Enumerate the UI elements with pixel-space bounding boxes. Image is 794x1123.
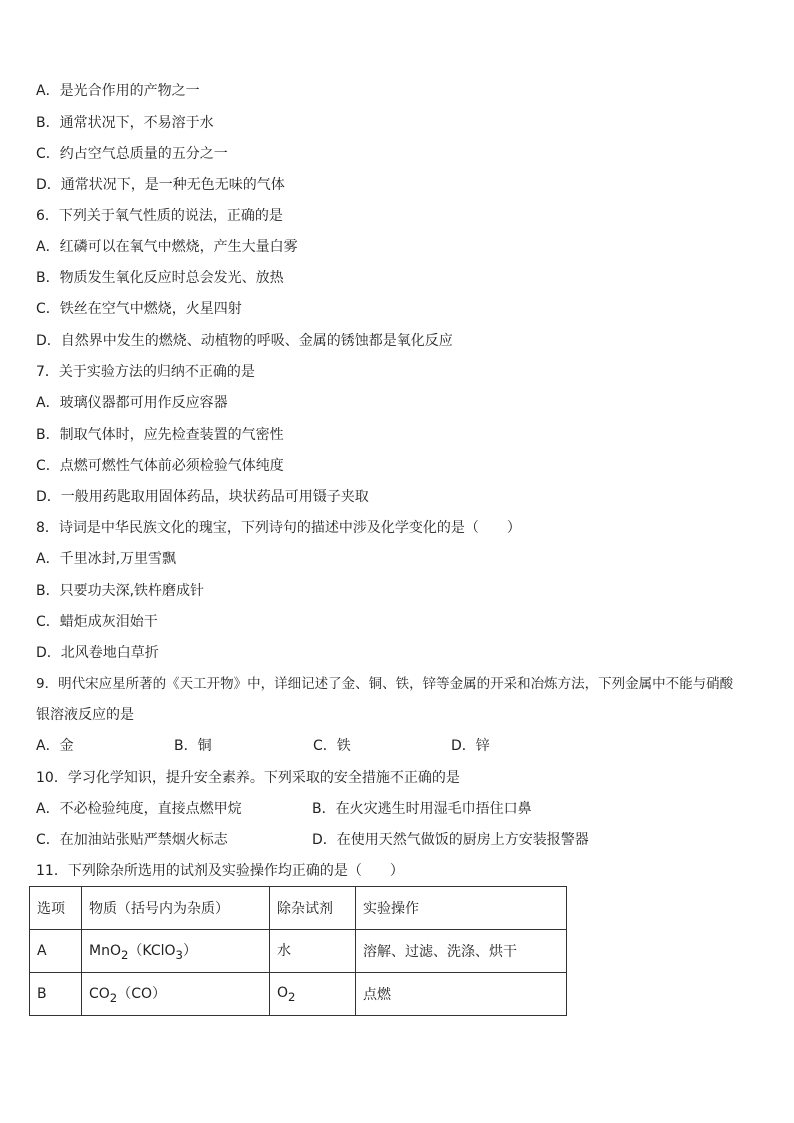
- header-substance: 物质（括号内为杂质）: [82, 887, 270, 930]
- q10-option-c: C．在加油站张贴严禁烟火标志: [36, 832, 228, 848]
- q9-option-b: B．铜: [174, 738, 212, 754]
- table-row: [30, 930, 567, 973]
- q9-option-c: C．铁: [313, 738, 351, 754]
- row-substance: [82, 930, 270, 973]
- q7-option-c: C．点燃可燃性气体前必须检验气体纯度: [36, 458, 284, 474]
- row-reagent: [270, 973, 356, 1016]
- q7-option-b: B．制取气体时，应先检查装置的气密性: [36, 427, 284, 443]
- row-reagent: [270, 930, 356, 973]
- table-header-row: [30, 887, 567, 930]
- q11-stem: 11．下列除杂所选用的试剂及实验操作均正确的是（ ）: [36, 863, 404, 879]
- substance-formula: MnO: [89, 943, 121, 960]
- row-substance: [82, 973, 270, 1016]
- header-operation: 实验操作: [356, 887, 567, 930]
- q6-option-b: B．物质发生氧化反应时总会发光、放热: [36, 270, 284, 286]
- reagent-subscript: 2: [288, 989, 296, 1004]
- q5-option-b: B．通常状况下，不易溶于水: [36, 115, 214, 131]
- q8-option-c: C．蜡炬成灰泪始干: [36, 614, 158, 630]
- q8-stem: 8．诗词是中华民族文化的瑰宝，下列诗句的描述中涉及化学变化的是（ ）: [36, 520, 521, 536]
- impurity-formula: （KClO: [128, 943, 176, 960]
- q10-options-row2: [36, 830, 736, 850]
- row-option: A: [30, 930, 82, 973]
- row-option: B: [30, 973, 82, 1016]
- q9-option-a: A．金: [36, 738, 74, 754]
- q7-option-d: D．一般用药匙取用固体药品，块状药品可用镊子夹取: [36, 489, 369, 505]
- q6-stem: 6．下列关于氧气性质的说法，正确的是: [36, 208, 283, 224]
- q11-table: [29, 886, 567, 1016]
- q7-option-a: A．玻璃仪器都可用作反应容器: [36, 395, 228, 411]
- q6-option-d: D．自然界中发生的燃烧、动植物的呼吸、金属的锈蚀都是氧化反应: [36, 333, 453, 349]
- q9-stem-line2: 银溶液反应的是: [36, 707, 134, 723]
- reagent-formula: O: [277, 984, 289, 1001]
- impurity-subscript: 3: [175, 947, 183, 962]
- header-reagent: 除杂试剂: [270, 887, 356, 930]
- q9-option-d: D．锌: [451, 738, 490, 754]
- q7-stem: 7．关于实验方法的归纳不正确的是: [36, 364, 255, 380]
- substance-subscript: 2: [109, 990, 118, 1005]
- q10-options-row1: [36, 799, 736, 819]
- q10-option-a: A．不必检验纯度，直接点燃甲烷: [36, 801, 242, 817]
- q5-option-a: A．是光合作用的产物之一: [36, 83, 200, 99]
- substance-formula: CO: [89, 986, 110, 1003]
- q10-option-d: D．在使用天然气做饭的厨房上方安装报警器: [312, 832, 589, 848]
- q8-option-d: D．北风卷地白草折: [36, 645, 159, 661]
- q6-option-c: C．铁丝在空气中燃烧，火星四射: [36, 301, 242, 317]
- reagent-formula: 水: [277, 943, 291, 960]
- q9-options: [36, 736, 736, 756]
- impurity-close: ）: [182, 943, 197, 960]
- q9-stem-line1: 9．明代宋应星所著的《天工开物》中，详细记述了金、铜、铁，锌等金属的开采和冶炼方法，下列金属中不能与硝酸: [36, 676, 734, 692]
- row-operation: 溶解、过滤、洗涤、烘干: [356, 930, 567, 973]
- q6-option-a: A．红磷可以在氧气中燃烧，产生大量白雾: [36, 239, 298, 255]
- table-row: [30, 973, 567, 1016]
- q8-option-a: A．千里冰封,万里雪飘: [36, 551, 177, 567]
- q10-stem: 10．学习化学知识，提升安全素养。下列采取的安全措施不正确的是: [36, 770, 460, 786]
- q8-option-b: B．只要功夫深,铁杵磨成针: [36, 583, 205, 599]
- row-operation: 点燃: [356, 973, 567, 1016]
- q5-option-c: C．约占空气总质量的五分之一: [36, 146, 228, 162]
- header-option: 选项: [30, 887, 82, 930]
- substance-subscript: 2: [120, 947, 129, 962]
- q10-option-b: B．在火灾逃生时用湿毛巾捂住口鼻: [312, 801, 532, 817]
- impurity-formula: （CO）: [117, 986, 167, 1003]
- q5-option-d: D．通常状况下，是一种无色无味的气体: [36, 177, 285, 193]
